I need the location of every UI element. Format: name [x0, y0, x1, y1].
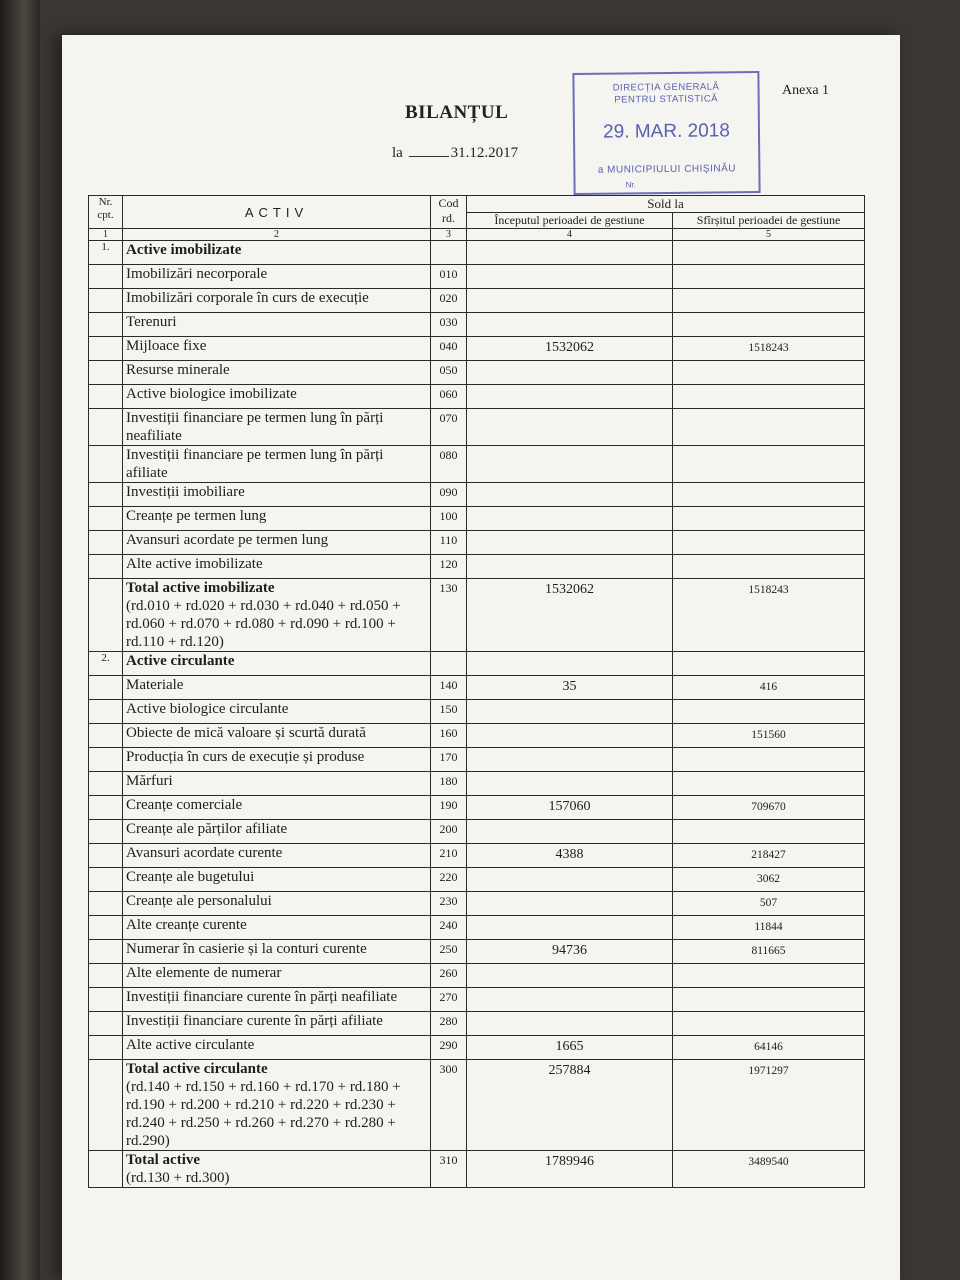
row-number [89, 337, 123, 361]
table-row [89, 241, 865, 265]
table-row [89, 385, 865, 409]
value-start [467, 507, 673, 531]
value-start: 94736 [467, 940, 673, 964]
row-label [123, 796, 431, 820]
row-code: 040 [431, 337, 467, 361]
row-number [89, 313, 123, 337]
row-label [123, 1151, 431, 1188]
table-row [89, 313, 865, 337]
value-start [467, 555, 673, 579]
book-spine [0, 0, 40, 1280]
value-end [673, 988, 865, 1012]
row-code: 230 [431, 892, 467, 916]
row-label-text: Investiții financiare curente în părți neafiliate [126, 989, 398, 1005]
table-row [89, 483, 865, 507]
table-row [89, 748, 865, 772]
header-nr: Nr. cpt. [89, 196, 123, 229]
row-label-text: Active circulante [126, 653, 235, 669]
row-code: 240 [431, 916, 467, 940]
date-prefix: la [392, 145, 403, 161]
value-start [467, 446, 673, 483]
value-start: 1789946 [467, 1151, 673, 1188]
row-label-text: Producția în curs de execuție și produse [126, 749, 365, 765]
row-number [89, 483, 123, 507]
row-code: 100 [431, 507, 467, 531]
row-code: 010 [431, 265, 467, 289]
value-start [467, 892, 673, 916]
table-row [89, 579, 865, 652]
row-label [123, 700, 431, 724]
value-start [467, 820, 673, 844]
value-end [673, 241, 865, 265]
statistics-stamp [572, 71, 760, 195]
value-start [467, 964, 673, 988]
row-code: 260 [431, 964, 467, 988]
value-end [673, 964, 865, 988]
row-label-text: Creanțe pe termen lung [126, 508, 267, 524]
row-label-text: Investiții imobiliare [126, 484, 245, 500]
row-label [123, 1012, 431, 1036]
row-number [89, 531, 123, 555]
row-number [89, 676, 123, 700]
row-label [123, 507, 431, 531]
row-label [123, 892, 431, 916]
value-end [673, 289, 865, 313]
table-row [89, 446, 865, 483]
row-number [89, 1151, 123, 1188]
row-code: 280 [431, 1012, 467, 1036]
row-label [123, 868, 431, 892]
header-cod: Cod rd. [431, 196, 467, 229]
value-start [467, 868, 673, 892]
value-start [467, 385, 673, 409]
value-start [467, 409, 673, 446]
value-end: 64146 [673, 1036, 865, 1060]
row-label-text: Investiții financiare pe termen lung în părți neafiliate [126, 410, 384, 444]
row-label-text: Resurse minerale [126, 362, 230, 378]
value-end: 1518243 [673, 337, 865, 361]
row-formula: (rd.130 + rd.300) [126, 1170, 230, 1186]
row-number [89, 700, 123, 724]
row-code: 110 [431, 531, 467, 555]
value-end [673, 555, 865, 579]
stamp-line-4: Nr. [625, 180, 636, 190]
row-label [123, 820, 431, 844]
row-label [123, 409, 431, 446]
value-end [673, 700, 865, 724]
row-label [123, 313, 431, 337]
row-label-text: Investiții financiare pe termen lung în părți afiliate [126, 447, 384, 481]
value-end [673, 446, 865, 483]
table-row [89, 988, 865, 1012]
table-row [89, 361, 865, 385]
value-start: 1532062 [467, 337, 673, 361]
table-row [89, 700, 865, 724]
row-label-text: Materiale [126, 677, 184, 693]
value-start [467, 531, 673, 555]
row-label-text: Total active circulante [126, 1061, 268, 1077]
row-label-text: Alte active circulante [126, 1037, 255, 1053]
value-end: 151560 [673, 724, 865, 748]
value-end: 1518243 [673, 579, 865, 652]
row-label [123, 724, 431, 748]
row-number [89, 748, 123, 772]
table-row [89, 844, 865, 868]
value-end [673, 772, 865, 796]
value-start [467, 724, 673, 748]
row-number [89, 724, 123, 748]
row-label-text: Active biologice circulante [126, 701, 289, 717]
row-label-text: Avansuri acordate curente [126, 845, 283, 861]
row-label [123, 940, 431, 964]
value-end: 3062 [673, 868, 865, 892]
row-label-text: Active imobilizate [126, 242, 242, 258]
row-label [123, 241, 431, 265]
row-label-text: Total active [126, 1152, 201, 1168]
value-end: 709670 [673, 796, 865, 820]
row-code: 220 [431, 868, 467, 892]
value-end [673, 531, 865, 555]
value-start [467, 916, 673, 940]
row-label-text: Terenuri [126, 314, 177, 330]
row-code: 060 [431, 385, 467, 409]
row-number [89, 916, 123, 940]
row-label-text: Imobilizări corporale în curs de execuție [126, 290, 369, 306]
row-label [123, 531, 431, 555]
row-number [89, 265, 123, 289]
row-number [89, 507, 123, 531]
value-end: 811665 [673, 940, 865, 964]
value-end: 218427 [673, 844, 865, 868]
row-label-text: Investiții financiare curente în părți afiliate [126, 1013, 383, 1029]
row-number [89, 385, 123, 409]
row-label [123, 265, 431, 289]
value-start: 1665 [467, 1036, 673, 1060]
report-date: 31.12.2017 [450, 145, 519, 161]
row-label [123, 748, 431, 772]
value-end [673, 409, 865, 446]
row-code: 140 [431, 676, 467, 700]
row-number: 2. [89, 652, 123, 676]
value-start: 1532062 [467, 579, 673, 652]
table-row [89, 964, 865, 988]
row-label-text: Mărfuri [126, 773, 173, 789]
row-label [123, 1060, 431, 1151]
row-label-text: Numerar în casierie și la conturi curente [126, 941, 367, 957]
row-formula: (rd.140 + rd.150 + rd.160 + rd.170 + rd.180 + rd.190 + rd.200 + rd.210 + rd.220 + rd.230 + rd.240 + rd.250 + rd.260 + rd.270 + rd.280 + rd.290) [126, 1079, 401, 1149]
table-row [89, 940, 865, 964]
row-label [123, 385, 431, 409]
row-number [89, 1036, 123, 1060]
row-label [123, 579, 431, 652]
value-start [467, 241, 673, 265]
value-start [467, 988, 673, 1012]
table-row [89, 724, 865, 748]
row-label [123, 676, 431, 700]
table-row [89, 1036, 865, 1060]
row-number [89, 1012, 123, 1036]
table-row [89, 289, 865, 313]
row-code: 030 [431, 313, 467, 337]
row-label [123, 483, 431, 507]
value-start [467, 652, 673, 676]
row-label-text: Creanțe ale părților afiliate [126, 821, 288, 837]
row-label-text: Avansuri acordate pe termen lung [126, 532, 329, 548]
value-end [673, 313, 865, 337]
row-label-text: Creanțe ale personalului [126, 893, 272, 909]
row-number [89, 579, 123, 652]
col-number: 5 [673, 229, 865, 241]
row-label [123, 916, 431, 940]
row-label [123, 988, 431, 1012]
row-label [123, 446, 431, 483]
value-start [467, 313, 673, 337]
value-start [467, 1012, 673, 1036]
table-row [89, 916, 865, 940]
row-label [123, 964, 431, 988]
value-start [467, 772, 673, 796]
value-start [467, 265, 673, 289]
row-code: 300 [431, 1060, 467, 1151]
row-label-text: Alte creanțe curente [126, 917, 247, 933]
row-label-text: Mijloace fixe [126, 338, 207, 354]
row-code: 190 [431, 796, 467, 820]
table-row [89, 409, 865, 446]
report-date-line [392, 145, 518, 162]
balance-rows [89, 241, 865, 1188]
row-code: 020 [431, 289, 467, 313]
row-number [89, 844, 123, 868]
value-end [673, 652, 865, 676]
document-title: BILANȚUL [405, 102, 509, 123]
row-label-text: Imobilizări necorporale [126, 266, 268, 282]
table-row [89, 337, 865, 361]
row-code: 200 [431, 820, 467, 844]
stamp-date: 29. MAR. 2018 [603, 120, 730, 143]
value-end: 507 [673, 892, 865, 916]
row-number [89, 361, 123, 385]
row-code: 050 [431, 361, 467, 385]
row-label-text: Obiecte de mică valoare și scurtă durată [126, 725, 366, 741]
header-sold: Sold la [467, 196, 865, 213]
row-number [89, 940, 123, 964]
row-code: 270 [431, 988, 467, 1012]
value-end: 416 [673, 676, 865, 700]
header-end: Sfîrșitul perioadei de gestiune [673, 213, 865, 229]
row-label-text: Total active imobilizate [126, 580, 275, 596]
row-code: 080 [431, 446, 467, 483]
row-label [123, 555, 431, 579]
table-row [89, 796, 865, 820]
value-end [673, 748, 865, 772]
annex-label: Anexa 1 [782, 83, 830, 98]
table-row [89, 772, 865, 796]
stamp-line-2: PENTRU STATISTICĂ [614, 93, 719, 106]
balance-table [88, 195, 865, 1188]
value-end: 1971297 [673, 1060, 865, 1151]
value-end: 3489540 [673, 1151, 865, 1188]
row-label-text: Alte active imobilizate [126, 556, 263, 572]
table-row [89, 868, 865, 892]
row-number [89, 964, 123, 988]
row-code: 130 [431, 579, 467, 652]
row-label [123, 361, 431, 385]
row-label [123, 1036, 431, 1060]
value-start: 35 [467, 676, 673, 700]
row-label-text: Alte elemente de numerar [126, 965, 282, 981]
table-row [89, 652, 865, 676]
row-code: 150 [431, 700, 467, 724]
table-row [89, 676, 865, 700]
table-row [89, 265, 865, 289]
row-number: 1. [89, 241, 123, 265]
row-number [89, 868, 123, 892]
value-start: 4388 [467, 844, 673, 868]
table-row [89, 1012, 865, 1036]
row-label [123, 844, 431, 868]
stamp-line-1: DIRECȚIA GENERALĂ [612, 81, 720, 94]
value-end [673, 507, 865, 531]
row-code: 250 [431, 940, 467, 964]
value-start: 257884 [467, 1060, 673, 1151]
value-start: 157060 [467, 796, 673, 820]
table-row [89, 555, 865, 579]
row-label [123, 289, 431, 313]
header-start: Începutul perioadei de gestiune [467, 213, 673, 229]
header-activ: ACTIV [123, 196, 431, 229]
table-row [89, 892, 865, 916]
value-end: 11844 [673, 916, 865, 940]
table-row [89, 1151, 865, 1188]
row-code: 180 [431, 772, 467, 796]
table-row [89, 1060, 865, 1151]
row-number [89, 892, 123, 916]
row-number [89, 772, 123, 796]
col-number: 2 [123, 229, 431, 241]
value-end [673, 820, 865, 844]
row-label [123, 652, 431, 676]
row-number [89, 1060, 123, 1151]
row-code: 310 [431, 1151, 467, 1188]
row-formula: (rd.010 + rd.020 + rd.030 + rd.040 + rd.050 + rd.060 + rd.070 + rd.080 + rd.090 + rd.100 + rd.110 + rd.120) [126, 598, 401, 650]
value-start [467, 700, 673, 724]
row-code: 210 [431, 844, 467, 868]
col-number: 1 [89, 229, 123, 241]
row-number [89, 820, 123, 844]
col-number: 4 [467, 229, 673, 241]
table-row [89, 507, 865, 531]
value-start [467, 483, 673, 507]
value-start [467, 748, 673, 772]
row-number [89, 555, 123, 579]
row-number [89, 446, 123, 483]
row-code [431, 652, 467, 676]
row-label [123, 772, 431, 796]
table-row [89, 820, 865, 844]
value-end [673, 361, 865, 385]
row-code: 090 [431, 483, 467, 507]
row-label-text: Creanțe ale bugetului [126, 869, 255, 885]
row-code: 070 [431, 409, 467, 446]
row-label-text: Creanțe comerciale [126, 797, 243, 813]
value-end [673, 385, 865, 409]
table-row [89, 531, 865, 555]
row-code: 170 [431, 748, 467, 772]
value-start [467, 289, 673, 313]
row-code: 290 [431, 1036, 467, 1060]
row-label-text: Active biologice imobilizate [126, 386, 297, 402]
value-end [673, 1012, 865, 1036]
row-code: 160 [431, 724, 467, 748]
value-end [673, 483, 865, 507]
row-code [431, 241, 467, 265]
value-start [467, 361, 673, 385]
row-number [89, 796, 123, 820]
stamp-line-3: a MUNICIPIULUI CHIȘINĂU [597, 163, 737, 176]
col-number: 3 [431, 229, 467, 241]
row-code: 120 [431, 555, 467, 579]
row-number [89, 988, 123, 1012]
row-number [89, 289, 123, 313]
value-end [673, 265, 865, 289]
row-number [89, 409, 123, 446]
row-label [123, 337, 431, 361]
